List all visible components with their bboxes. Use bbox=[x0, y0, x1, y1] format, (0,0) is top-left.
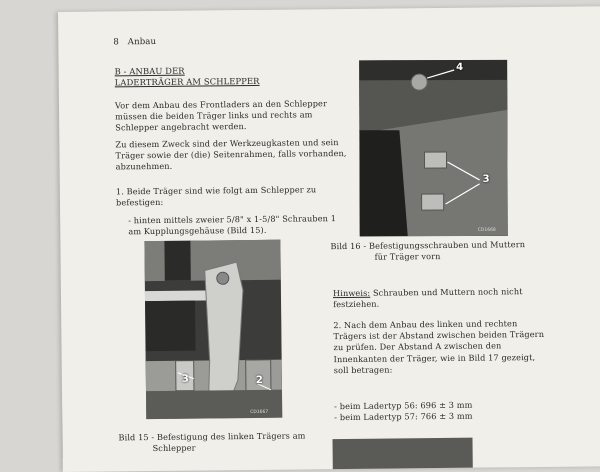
figure16-caption bbox=[330, 239, 550, 264]
section-title-line1: B - ANBAU DER bbox=[114, 65, 185, 77]
section-title-line2: LADERTRÄGER AM SCHLEPPER bbox=[114, 75, 260, 88]
figure17-photo-partial bbox=[332, 438, 472, 469]
paragraph-step2: 2. Nach dem Anbau des linken und rechten Trägers ist der Abstand zwischen beiden Trägern zu prüfen. Der Abstand A zwischen den Innenkanten der Träger, wie in Bild 17 gezeigt, soll betragen: bbox=[333, 318, 545, 375]
step1-rear-bolts: - hinten mittels zweier 5/8" x 1-5/8" Schrauben 1 am Kupplungsgehäuse (Bild 15). bbox=[128, 213, 337, 237]
paragraph-preparation: Zu diesem Zweck sind der Werkzeugkasten und sein Träger sowie der (die) Seitenrahmen, falls vorhanden, abzunehmen. bbox=[115, 137, 347, 172]
figure15-caption bbox=[118, 430, 358, 455]
distance-type-56: - beim Ladertyp 56: 696 ± 3 mm bbox=[334, 399, 473, 412]
hint-label: Hinweis: bbox=[332, 287, 371, 299]
paragraph-step1-detail bbox=[116, 213, 351, 238]
figure15-label-2: 2 bbox=[255, 374, 263, 386]
front-carrier-bolts-image bbox=[359, 60, 508, 237]
figure15-photo bbox=[144, 240, 282, 419]
figure15-caption-line1: Bild 15 - Befestigung des linken Trägers am bbox=[118, 430, 306, 443]
page-number: 8 bbox=[113, 37, 119, 48]
figure16-caption-line2: für Träger vorn bbox=[374, 251, 441, 262]
paragraph-intro: Vor dem Anbau des Frontladers an den Schlepper müssen die beiden Träger links und rechts am Schlepper angebracht werden. bbox=[114, 98, 328, 133]
figure15-caption-line2: Schlepper bbox=[152, 442, 196, 454]
section-title bbox=[115, 64, 345, 88]
figure16-photo bbox=[359, 60, 508, 237]
figure16-caption-line1: Bild 16 - Befestigungsschrauben und Muttern bbox=[330, 239, 526, 252]
hint-text: Schrauben und Muttern noch nicht festziehen. bbox=[333, 286, 523, 310]
paragraph-step1: 1. Beide Träger sind wie folgt am Schlepper zu befestigen: bbox=[115, 184, 317, 208]
figure16-label-3: 3 bbox=[482, 173, 490, 185]
figure15-label-3: 3 bbox=[181, 373, 189, 385]
tractor-carrier-left-image bbox=[144, 240, 282, 419]
page-header bbox=[113, 37, 156, 49]
chapter-name: Anbau bbox=[127, 36, 157, 48]
hint-note bbox=[333, 286, 548, 311]
figure16-code: CD1668 bbox=[477, 227, 496, 233]
figure15-code: CD1667 bbox=[250, 409, 269, 416]
book-page bbox=[58, 6, 600, 472]
distance-type-57: - beim Ladertyp 57: 766 ± 3 mm bbox=[334, 410, 473, 423]
figure16-label-4: 4 bbox=[456, 61, 464, 73]
loader-type-distances bbox=[334, 399, 552, 424]
